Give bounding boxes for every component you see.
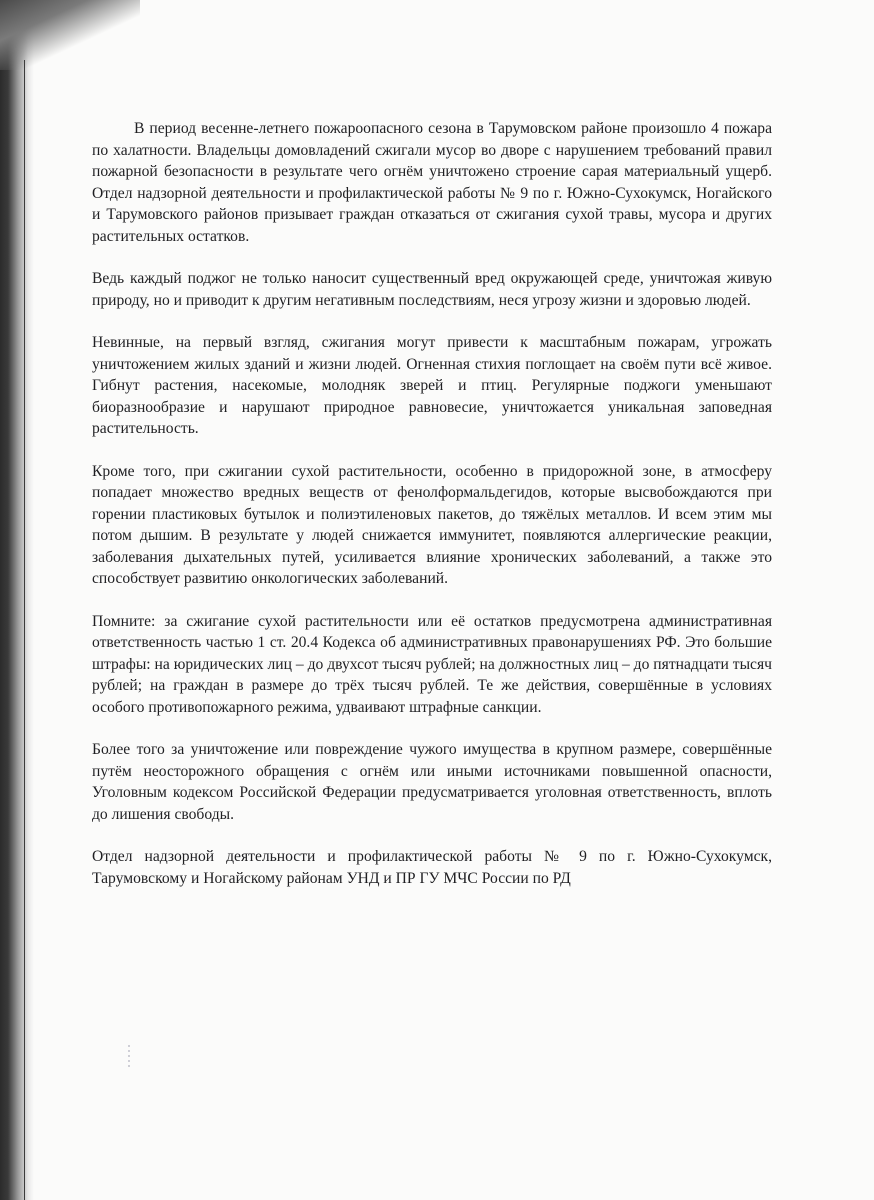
scanner-edge-line	[24, 60, 25, 1200]
paragraph-health: Кроме того, при сжигании сухой растительности, особенно в придорожной зоне, в атмосферу попадает множество вредных веществ от фенолформальдегидов, которые высвобождаются при горении пластиковых бутылок и полиэтиленовых пакетов, до тяжёлых металлов. И всем этим мы потом дышим. В результате у людей снижается иммунитет, появляются аллергические реакции, заболевания дыхательных путей, усиливается влияние хронических заболеваний, а также это способствует развитию онкологических заболеваний.	[92, 462, 772, 587]
paragraph-consequences: Невинные, на первый взгляд, сжигания могут привести к масштабным пожарам, угрожать уничтожением жилых зданий и жизни людей. Огненная стихия поглощает на своём пути всё живое. Гибнут растения, насекомые, молодняк зверей и птиц. Регулярные поджоги уменьшают биоразнообразие и нарушают природное равновесие, уничтожается уникальная заповедная растительность.	[92, 334, 772, 437]
paragraph-administrative-liability: Помните: за сжигание сухой растительности или её остатков предусмотрена административная ответственность частью 1 ст. 20.4 Кодекса об административных правонарушениях РФ. Это большие штрафы: на юридических лиц – до двухсот тысяч рублей; на должностных лиц – до пятнадцати тысяч рублей; на граждан в размере до трёх тысяч рублей. Те же действия, совершённые в условиях особого противопожарного режима, удваивают штрафные санкции.	[92, 612, 772, 716]
scan-artifact	[128, 1045, 130, 1067]
document-body	[92, 118, 772, 910]
paragraph-criminal-liability: Более того за уничтожение или повреждение чужого имущества в крупном размере, совершённые путём неосторожного обращения с огнём или иными источниками повышенной опасности, Уголовным кодексом Российской Федерации предусматривается уголовная ответственность, вплоть до лишения свободы.	[92, 741, 772, 823]
scanner-edge-shadow	[0, 0, 34, 1200]
paragraph-harm: Ведь каждый поджог не только наносит существенный вред окружающей среде, уничтожая живую природу, но и приводит к другим негативным последствиям, неся угрозу жизни и здоровью людей.	[92, 270, 772, 309]
paragraph-fire-incidents: В период весенне-летнего пожароопасного сезона в Тарумовском районе произошло 4 пожара по халатности. Владельцы домовладений сжигали мусор во дворе с нарушением требований правил пожарной безопасности в результате чего огнём уничтожено строение сарая материальный ущерб. Отдел надзорной деятельности и профилактической работы № 9 по г. Южно-Сухокумск, Ногайского и Тарумовского районов призывает граждан отказаться от сжигания сухой травы, мусора и других растительных остатков.	[92, 120, 772, 245]
signature: Отдел надзорной деятельности и профилактической работы № 9 по г. Южно-Сухокумск, Тарумовскому и Ногайскому районам УНД и ПР ГУ МЧС России по РД	[92, 848, 772, 887]
scanner-corner-shadow	[0, 0, 140, 70]
